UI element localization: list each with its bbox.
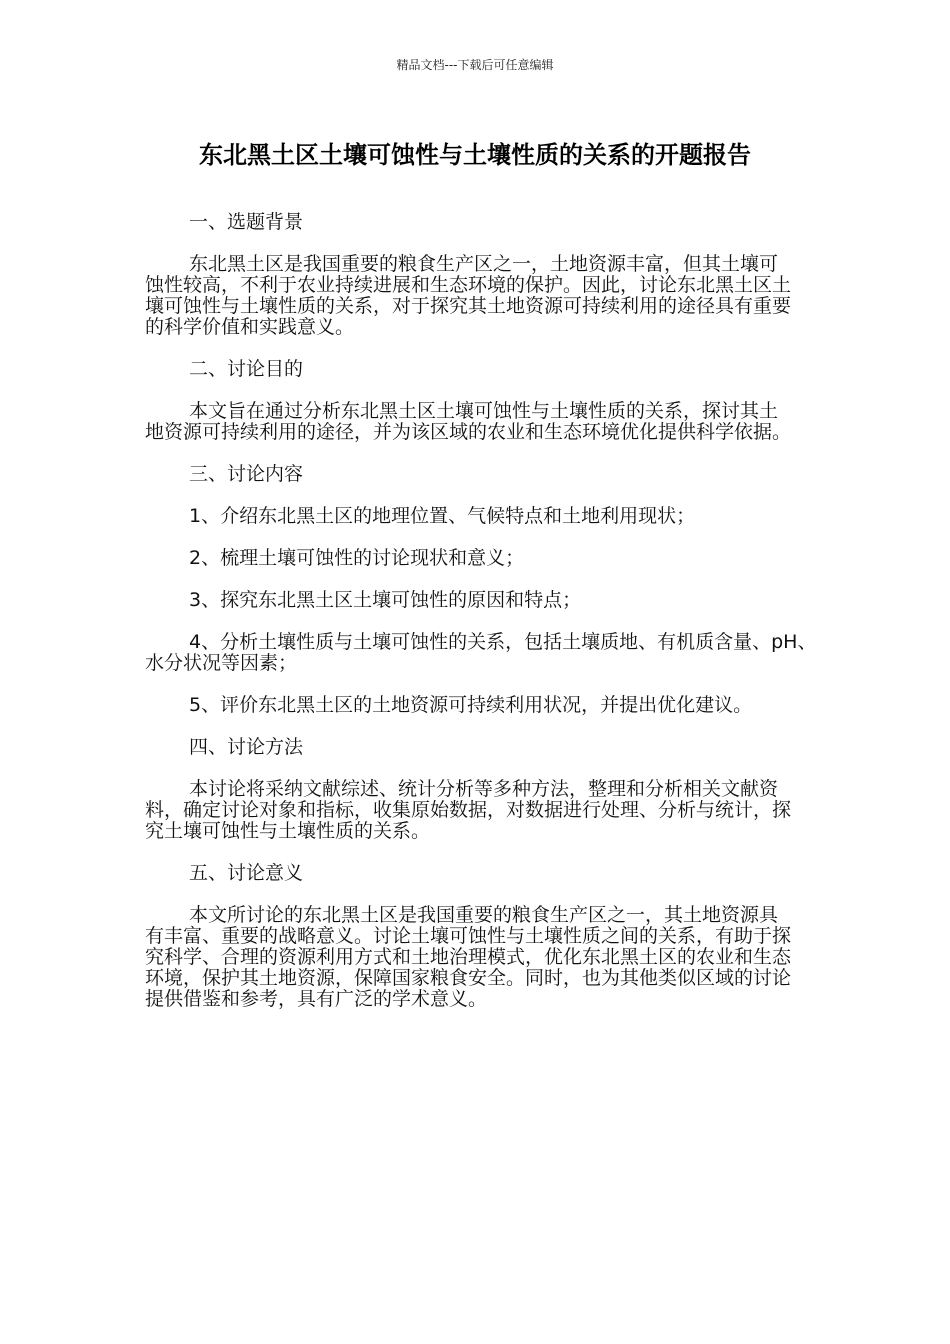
section-heading-background: 一、选题背景 — [189, 211, 304, 233]
list-item-content-3: 3、探究东北黑土区土壤可蚀性的原因和特点； — [189, 589, 582, 611]
section-heading-method: 四、讨论方法 — [189, 736, 304, 758]
section-heading-purpose: 二、讨论目的 — [189, 358, 304, 380]
paragraph-method: 本讨论将采纳文献综述、统计分析等多种方法，整理和分析相关文献资料，确定讨论对象和指标，收集原始数据，对数据进行处理、分析与统计，探究土壤可蚀性与土壤性质的关系。 — [145, 778, 792, 842]
page-header-watermark: 精品文档---下载后可任意编辑 — [396, 58, 554, 72]
section-heading-content: 三、讨论内容 — [189, 463, 304, 485]
list-item-content-5: 5、评价东北黑土区的土地资源可持续利用状况，并提出优化建议。 — [189, 694, 753, 716]
paragraph-purpose: 本文旨在通过分析东北黑土区土壤可蚀性与土壤性质的关系，探讨其土地资源可持续利用的途径，并为该区域的农业和生态环境优化提供科学依据。 — [145, 400, 792, 443]
section-heading-significance: 五、讨论意义 — [189, 862, 304, 884]
document-body — [145, 211, 817, 1031]
paragraph-significance: 本文所讨论的东北黑土区是我国重要的粮食生产区之一，其土地资源具有丰富、重要的战略意义。讨论土壤可蚀性与土壤性质之间的关系，有助于探究科学、合理的资源利用方式和土地治理模式，优化东北黑土区的农业和生态环境，保护其土地资源，保障国家粮食安全。同时，也为其他类似区域的讨论提供借鉴和参考，具有广泛的学术意义。 — [145, 904, 792, 1010]
list-item-content-4: 4、分析土壤性质与土壤可蚀性的关系，包括土壤质地、有机质含量、pH、水分状况等因素； — [145, 631, 817, 674]
list-item-content-2: 2、梳理土壤可蚀性的讨论现状和意义； — [189, 547, 525, 569]
paragraph-background: 东北黑土区是我国重要的粮食生产区之一，土地资源丰富，但其土壤可蚀性较高，不利于农业持续进展和生态环境的保护。因此，讨论东北黑土区土壤可蚀性与土壤性质的关系，对于探究其土地资源可持续利用的途径具有重要的科学价值和实践意义。 — [145, 253, 792, 338]
list-item-content-1: 1、介绍东北黑土区的地理位置、气候特点和土地利用现状； — [189, 505, 696, 527]
document-title: 东北黑土区土壤可蚀性与土壤性质的关系的开题报告 — [199, 141, 751, 169]
